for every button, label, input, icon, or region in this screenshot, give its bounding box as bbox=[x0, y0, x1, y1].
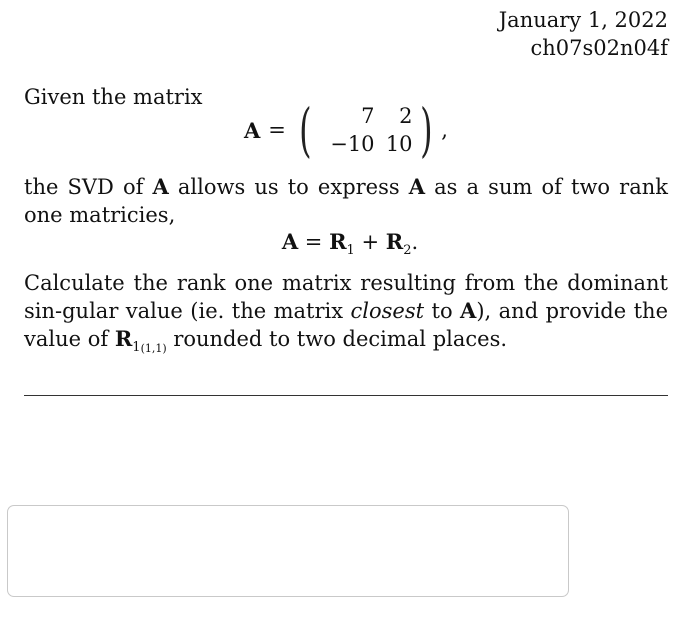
matrix-equation bbox=[244, 96, 448, 164]
matrix-entry-1-1: 7 bbox=[361, 104, 375, 128]
question-symbol-r: R bbox=[114, 326, 133, 351]
svd-symbol-a-1: A bbox=[152, 174, 169, 199]
svd-text-2: allows us to express bbox=[168, 175, 409, 199]
sum-equation bbox=[0, 228, 700, 265]
matrix-entry-1-2: 2 bbox=[399, 104, 413, 128]
sum-plus: + bbox=[354, 230, 386, 254]
svd-text-1: the SVD of bbox=[24, 175, 153, 199]
sum-subscript-2: 2 bbox=[403, 243, 412, 259]
question-subscript-index: (1,1) bbox=[140, 342, 167, 355]
question-emphasis: closest bbox=[350, 299, 425, 323]
header bbox=[499, 6, 668, 62]
question-text-3: ), and provide the value of bbox=[24, 299, 668, 351]
question-symbol-a: A bbox=[460, 298, 477, 323]
question-text-1: Calculate the rank one matrix resulting from the dominant sin-gular value (ie. the matrix bbox=[24, 271, 668, 323]
matrix-entry-2-1: −10 bbox=[330, 132, 375, 156]
horizontal-rule bbox=[24, 395, 668, 396]
question-subscript-1: 1 bbox=[132, 340, 141, 356]
answer-input-box[interactable] bbox=[7, 505, 569, 597]
sum-equals: = bbox=[298, 230, 330, 254]
svd-symbol-a-2: A bbox=[408, 174, 426, 199]
left-paren: ( bbox=[299, 96, 312, 164]
question-text-4: rounded to two decimal places. bbox=[166, 327, 508, 351]
matrix-entry-2-2: 10 bbox=[385, 132, 413, 156]
right-paren: ) bbox=[419, 96, 433, 164]
date: January 1, 2022 bbox=[498, 8, 668, 32]
matrix-symbol-a: A bbox=[244, 117, 261, 143]
question-paragraph bbox=[24, 269, 668, 363]
sum-subscript-1: 1 bbox=[346, 243, 355, 259]
sum-symbol-a: A bbox=[281, 229, 299, 254]
matrix-entries bbox=[319, 102, 413, 158]
problem-id: ch07s02n04f bbox=[530, 36, 668, 60]
sum-symbol-r1: R bbox=[329, 229, 347, 254]
svd-text-3: as a sum of two rank one matricies, bbox=[24, 175, 668, 227]
svd-paragraph bbox=[24, 173, 668, 229]
intro-text: Given the matrix bbox=[24, 85, 203, 109]
equals-sign: = bbox=[268, 118, 286, 142]
question-text-2: to bbox=[424, 299, 461, 323]
trailing-comma: , bbox=[441, 118, 448, 142]
sum-period: . bbox=[411, 230, 419, 254]
sum-symbol-r2: R bbox=[385, 229, 404, 254]
